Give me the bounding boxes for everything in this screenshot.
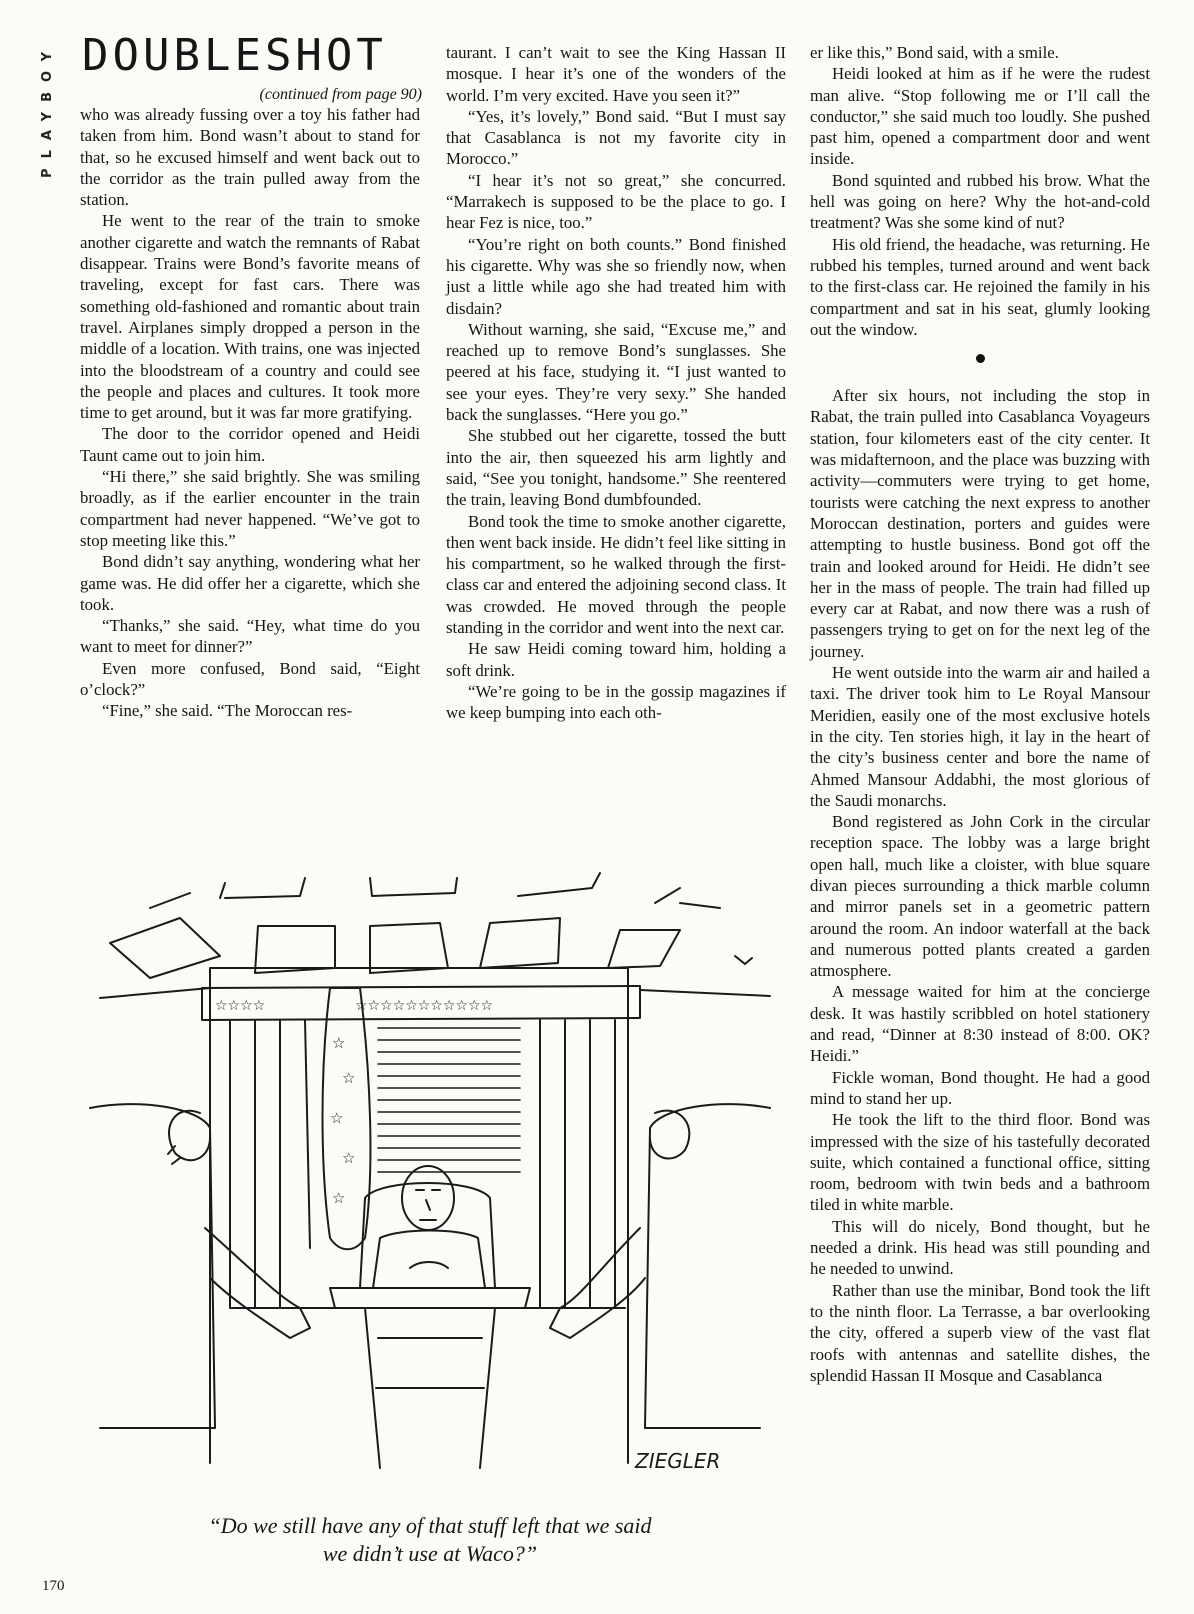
column-2 xyxy=(446,42,786,724)
column-1 xyxy=(80,104,420,722)
paragraph: His old friend, the headache, was returning. He rubbed his temples, turned around and went back to the first-class car. He rejoined the family in his compartment and sat in his seat, glumly looking out the window. xyxy=(810,234,1150,339)
star-icon: ☆ xyxy=(342,1069,356,1087)
paragraph: “Yes, it’s lovely,” Bond said. “But I must say that Casablanca is not my favorite city in Morocco.” xyxy=(446,106,786,169)
star-icon: ☆☆☆☆☆☆☆☆☆☆☆ xyxy=(355,998,494,1014)
paragraph: He took the lift to the third floor. Bond was impressed with the size of his tastefully decorated suite, which contained a functional office, sitting room, bedroom with twin beds and a bathroom tiled in white marble. xyxy=(810,1110,1150,1215)
caption-line: we didn’t use at Waco?” xyxy=(322,1541,538,1566)
paragraph: “I hear it’s not so great,” she concurred. “Marrakech is supposed to be the place to go. I hear Fez is nice, too.” xyxy=(446,170,786,233)
page-number: 170 xyxy=(42,1578,65,1594)
cartoonist-signature: ZIEGLER xyxy=(635,1449,721,1473)
paragraph: He saw Heidi coming toward him, holding a soft drink. xyxy=(446,639,786,680)
star-icon: ☆ xyxy=(330,1109,344,1127)
paragraph: He went outside into the warm air and hailed a taxi. The driver took him to Le Royal Mansour Meridien, easily one of the most exclusive hotels in the city. Ten stories high, it lay in the heart of the city’s business center and bore the name of Ahmed Mansour Addabhi, the most glorious of the Saudi monarchs. xyxy=(810,663,1150,810)
paragraph: Bond didn’t say anything, wondering what her game was. He did offer her a cigarette, which she took. xyxy=(80,552,420,614)
paragraph: “Hi there,” she said brightly. She was smiling broadly, as if the earlier encounter in the train compartment had never happened. “We’ve got to stop meeting like this.” xyxy=(80,467,420,550)
paragraph: taurant. I can’t wait to see the King Hassan II mosque. I hear it’s one of the wonders of the world. I’m very excited. Have you seen it?” xyxy=(446,43,786,105)
paragraph: Even more confused, Bond said, “Eight o’clock?” xyxy=(80,658,420,700)
section-break-dot xyxy=(976,354,985,363)
paragraph: After six hours, not including the stop in Rabat, the train pulled into Casablanca Voyageurs station, four kilometers east of the city center. It was midafternoon, and the place was buzzing with activity—commuters were trying to get home, tourists were catching the next express to another Moroccan destination, porters and guides were attempting to hustle business. Bond got off the train and looked around for Heidi. He didn’t see her in the mass of people. The train had filled up every car at Rabat, and now there was a rush of passengers trying to get on for the next leg of the journey. xyxy=(810,386,1150,661)
paragraph: The door to the corridor opened and Heidi Taunt came out to join him. xyxy=(80,424,420,465)
flag xyxy=(323,988,371,1249)
star-icon: ☆ xyxy=(332,1034,346,1052)
paragraph: “Fine,” she said. “The Moroccan res- xyxy=(102,701,353,721)
paragraph: Without warning, she said, “Excuse me,” and reached up to remove Bond’s sunglasses. She peered at his face, studying it. “I just wanted to see your eyes. They’re very sexy.” She handed back the sunglasses. “Here you go.” xyxy=(446,319,786,425)
paragraph: who was already fussing over a toy his father had taken from him. Bond wasn’t about to stand for that, so he excused himself and went back out to the corridor as the train pulled away from the station. xyxy=(80,105,420,210)
cartoon-illustration xyxy=(80,868,780,1508)
cartoon-caption xyxy=(120,1512,740,1568)
article-title: DOUBLESHOT xyxy=(82,30,387,81)
magazine-side-label: PLAYBOY xyxy=(40,42,55,178)
caption-line: “Do we still have any of that stuff left that we said xyxy=(208,1513,652,1538)
paragraph: She stubbed out her cigarette, tossed the butt into the air, then squeezed his arm lightly and said, “See you tonight, handsome.” She reentered the train, leaving Bond dumbfounded. xyxy=(446,426,786,510)
paragraph: This will do nicely, Bond thought, but he needed a drink. His head was still pounding and he needed to unwind. xyxy=(810,1216,1150,1279)
advisor-left xyxy=(90,1104,380,1428)
continued-note: (continued from page 90) xyxy=(259,86,422,103)
paragraph: “We’re going to be in the gossip magazines if we keep bumping into each oth- xyxy=(446,681,786,723)
star-icon: ☆ xyxy=(342,1149,356,1167)
paragraph: Bond squinted and rubbed his brow. What the hell was going on here? Why the hot-and-cold treatment? Was she some kind of nut? xyxy=(810,170,1150,233)
paragraph: He went to the rear of the train to smoke another cigarette and watch the remnants of Rabat disappear. Trains were Bond’s favorite means of traveling, except for fast cars. There was something old-fashioned and romantic about train travel. Airplanes simply dropped a person in the middle of a location. With trains, one was injected into the bloodstream of a country and could see the people and places and cultures. It took more time to get around, but it was far more gratifying. xyxy=(80,211,420,423)
column-3 xyxy=(810,42,1150,1386)
paragraph: Rather than use the minibar, Bond took the lift to the ninth floor. La Terrasse, a bar overlooking the city, offered a superb view of the vast flat roofs with antennas and satellite dishes, the splendid Hassan II Mosque and Casablanca xyxy=(810,1280,1150,1385)
paragraph: Heidi looked at him as if he were the rudest man alive. “Stop following me or I’ll call the conductor,” she said much too loudly. She pushed past him, opened a compartment door and went inside. xyxy=(810,64,1150,169)
paragraph: Bond took the time to smoke another cigarette, then went back inside. He didn’t feel like sitting in his compartment, so he walked through the first-class car and entered the adjoining second class. It was crowded. He moved through the people standing in the corridor and went into the next car. xyxy=(446,511,786,638)
advisor-right xyxy=(480,1104,770,1428)
paragraph: Fickle woman, Bond thought. He had a good mind to stand her up. xyxy=(810,1067,1150,1108)
star-icon: ☆ xyxy=(332,1189,346,1207)
ceiling-lights xyxy=(100,873,770,998)
desk xyxy=(330,1288,530,1468)
paragraph: “You’re right on both counts.” Bond finished his cigarette. Why was she so friendly now, when just a little while ago she had treated him with disdain? xyxy=(446,234,786,318)
paragraph: er like this,” Bond said, with a smile. xyxy=(810,43,1059,62)
president-figure xyxy=(360,1166,495,1288)
paragraph: “Thanks,” she said. “Hey, what time do you want to meet for dinner?” xyxy=(80,616,420,657)
paragraph: Bond registered as John Cork in the circular reception space. The lobby was a large bright open hall, much like a cloister, with blue square divan pieces surrounding a thick marble column and mirror panels set in a geometric pattern around the room. An indoor waterfall at the back and numerous potted plants created a garden atmosphere. xyxy=(810,812,1150,981)
star-icon: ☆☆☆☆ xyxy=(215,998,266,1014)
paragraph: A message waited for him at the concierge desk. It was hastily scribbled on hotel stationery and read, “Dinner at 8:30 instead of 8:00. OK? Heidi.” xyxy=(810,982,1150,1066)
